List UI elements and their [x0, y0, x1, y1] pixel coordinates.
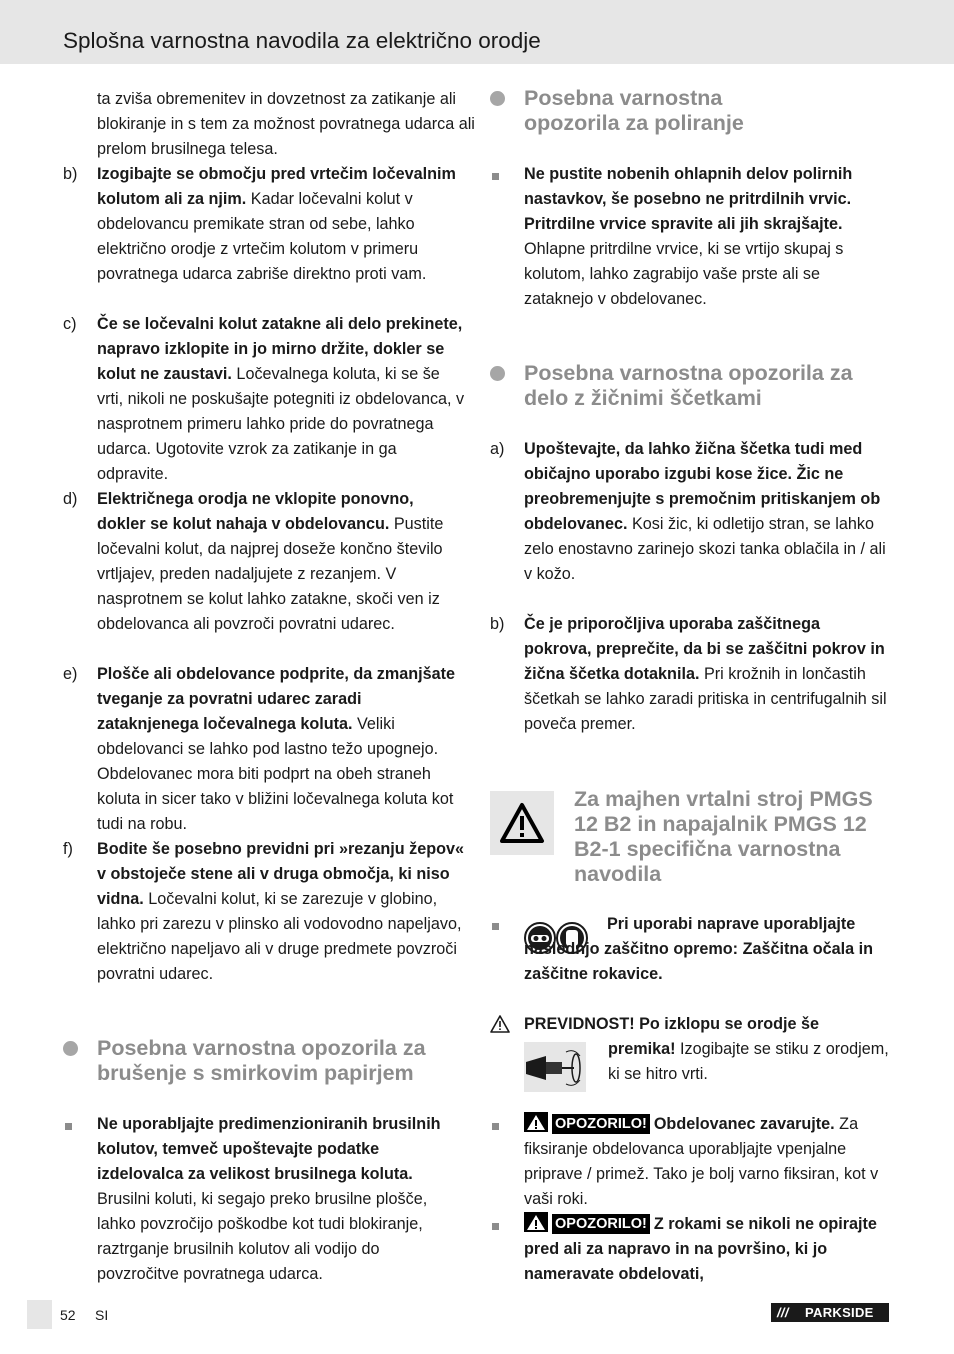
square-bullet-icon: [492, 923, 499, 930]
item-label: d): [63, 490, 78, 508]
square-bullet-icon: [65, 1123, 72, 1130]
sanding-bullet-item: [63, 1112, 465, 1287]
section-heading-wire-brush: Posebna varnostna opozorila za delo z žičnimi ščetkami: [490, 361, 890, 411]
caution-bold-line-1: PREVIDNOST! Po izklopu se orodje še: [524, 1015, 820, 1033]
language-code: SI: [95, 1307, 109, 1323]
intro-paragraph: ta zviša obremenitev in dovzetnost za zatikanje ali blokiranje in s tem za možnost povratnega udarca ali prelom brusilnega telesa.: [97, 90, 475, 158]
item-text: Kosi žic, ki odletijo stran, se lahko zelo enostavno zarinejo skozi tanka oblačila in / ali v kožo.: [524, 515, 886, 583]
square-bullet-icon: [492, 173, 499, 180]
item-text: Veliki obdelovanci se lahko pod lastno težo upognejo. Obdelovanec mora biti podprt na obeh straneh koluta in sicer tako v bližini ločevalnega koluta kot tudi na robu.: [97, 715, 454, 833]
item-text: Brusilni koluti, ki segajo preko brusilne plošče, lahko povzročijo poškodbe kot tudi blokiranje, raztrganje brusilnih kolutov ali vodijo do povzročitve povratnega udarca.: [97, 1190, 428, 1283]
item-bold-text: Električnega orodja ne vklopite ponovno, dokler se kolut nahaja v obdelovancu.: [97, 490, 414, 533]
warning-triangle-icon: [490, 791, 554, 855]
item-label: b): [490, 615, 505, 633]
item-text: Ločevalni kolut, ki se zarezuje v globino, lahko pri zarezu v plinsko ali vodovodno napeljavo, električno napeljavo ali v druge predmete povzroči povratni udarec.: [97, 890, 462, 983]
item-text: Pri krožnih in lončastih ščetkah se lahko zaradi pritiska in centrifugalnih sil poveča premer.: [524, 665, 887, 733]
section-dot-icon: [490, 366, 505, 381]
item-bold-text: Bodite še posebno previdni pri »rezanju žepov« v obstoječe stene ali v druga območja, ki niso vidna.: [97, 840, 464, 908]
square-bullet-icon: [492, 1123, 499, 1130]
item-bold-text: Če se ločevalni kolut zatakne ali delo prekinete, napravo izklopite in jo mirno držite, dokler se kolut ne zaustavi.: [97, 315, 463, 383]
page-title: Splošna varnostna navodila za električno orodje: [63, 28, 541, 53]
item-label: f): [63, 840, 73, 858]
item-bold-text: Plošče ali obdelovance podprite, da zmanjšate tveganje za povratni udarec zaradi zataknjenega ločevalnega koluta.: [97, 665, 456, 733]
list-item-e: [63, 662, 465, 837]
list-item-c: [63, 312, 465, 487]
warning-badge: OPOZORILO!: [552, 1114, 650, 1134]
item-text: Kadar ločevalni kolut v obdelovancu premikate stran od sebe, lahko električno orodje z vrtečim kolutom v primeru povratnega udarca zabriše direktno proti vam.: [97, 190, 427, 283]
polishing-bullet-item: [490, 162, 890, 312]
page-number-box: [27, 1300, 52, 1329]
item-text: Za fiksiranje obdelovanca uporabljajte vpenjalne priprave / primež. Tako je bolj varno fiksiran, kot v vaši roki.: [524, 1115, 879, 1208]
item-bold-text: Z rokami se nikoli ne opirajte pred ali za napravo in na površino, ki jo nameravate obdelovati,: [524, 1215, 877, 1283]
wire-item-a: [490, 437, 890, 587]
warning-box: [490, 791, 554, 855]
item-text: Ohlapne pritrdilne vrvice, ki se vrtijo skupaj s kolutom, lahko zagrabijo vaše prste ali se zataknejo v obdelovanec.: [524, 240, 844, 308]
warning-triangle-icon: [524, 1212, 548, 1232]
item-label: b): [63, 165, 78, 183]
item-bold-text: Pri uporabi naprave uporabljajte naslednjo zaščitno opremo: Zaščitna očala in zaščitne rokavice.: [524, 915, 874, 983]
brand-mark: ///: [777, 1305, 789, 1320]
warning-badge: OPOZORILO!: [552, 1214, 650, 1234]
section-heading-device: Za majhen vrtalni stroj PMGS 12 B2 in napajalnik PMGS 12 B2-1 specifična varnostna navodila: [574, 787, 873, 886]
warning-triangle-icon: [524, 1112, 548, 1132]
item-bold-text: Izogibajte se območju pred vrtečim ločevalnim kolutom ali za njim.: [97, 165, 456, 208]
brand-logo: [771, 1303, 889, 1322]
warning-item-2: [490, 1212, 890, 1287]
item-label: a): [490, 440, 505, 458]
section-heading-polishing: Posebna varnostna opozorila za poliranje: [490, 86, 890, 136]
list-item-f: [63, 837, 465, 987]
item-bold-text: Obdelovanec zavarujte.: [653, 1115, 835, 1133]
item-bold-text: Ne uporabljajte predimenzioniranih brusilnih kolutov, temveč upoštevajte podatke izdelovalca za velikost brusilnega koluta.: [97, 1115, 441, 1183]
section-dot-icon: [63, 1041, 78, 1056]
item-label: c): [63, 315, 77, 333]
wire-item-b: [490, 612, 890, 737]
brand-name: PARKSIDE: [805, 1305, 874, 1320]
page-number: 52: [60, 1307, 76, 1323]
list-item-d: [63, 487, 465, 637]
section-dot-icon: [490, 91, 505, 106]
item-label: e): [63, 665, 78, 683]
section-heading-sanding: Posebna varnostna opozorila za brušenje s smirkovim papirjem: [63, 1036, 465, 1086]
item-text: Pustite ločevalni kolut, da najprej doseže končno število vrtljajev, preden nadaljujete z rezanjem. V nasprotnem se kolut lahko zatakne, skoči ven iz obdelovanca ali povzroči povratni udarec.: [97, 515, 444, 633]
caution-triangle-icon: [490, 1015, 510, 1033]
rotating-tool-icon: [524, 1042, 586, 1092]
item-text: Ločevalnega koluta, ki se še vrti, nikoli ne poskušajte potegniti iz obdelovanca, v nasprotnem primeru lahko pride do povratnega udarca. Ugotovite vzrok za zatikanje in ga odpravite.: [97, 365, 465, 483]
item-bold-text: Upoštevajte, da lahko žična ščetka tudi med običajno uporabo izgubi kose žice. Žic ne preobremenjujte s premočnim pritiskanjem ob obdelovanec.: [524, 440, 881, 533]
item-bold-text: Če je priporočljiva uporaba zaščitnega pokrova, preprečite, da bi se zaščitni pokrov in žična ščetka dotaknila.: [524, 615, 885, 683]
warning-item-1: [490, 1112, 890, 1212]
caution-bold-line-2: premika!: [608, 1040, 676, 1058]
item-bold-text: Ne pustite nobenih ohlapnih delov polirnih nastavkov, še posebno ne pritrdilnih vrvic. Pritrdilne vrvice spravite ali jih skrajšajte.: [524, 165, 853, 233]
square-bullet-icon: [492, 1223, 499, 1230]
list-item-b: [63, 162, 465, 287]
item-text: Izogibajte se stiku z orodjem, ki se hitro vrti.: [608, 1040, 889, 1083]
